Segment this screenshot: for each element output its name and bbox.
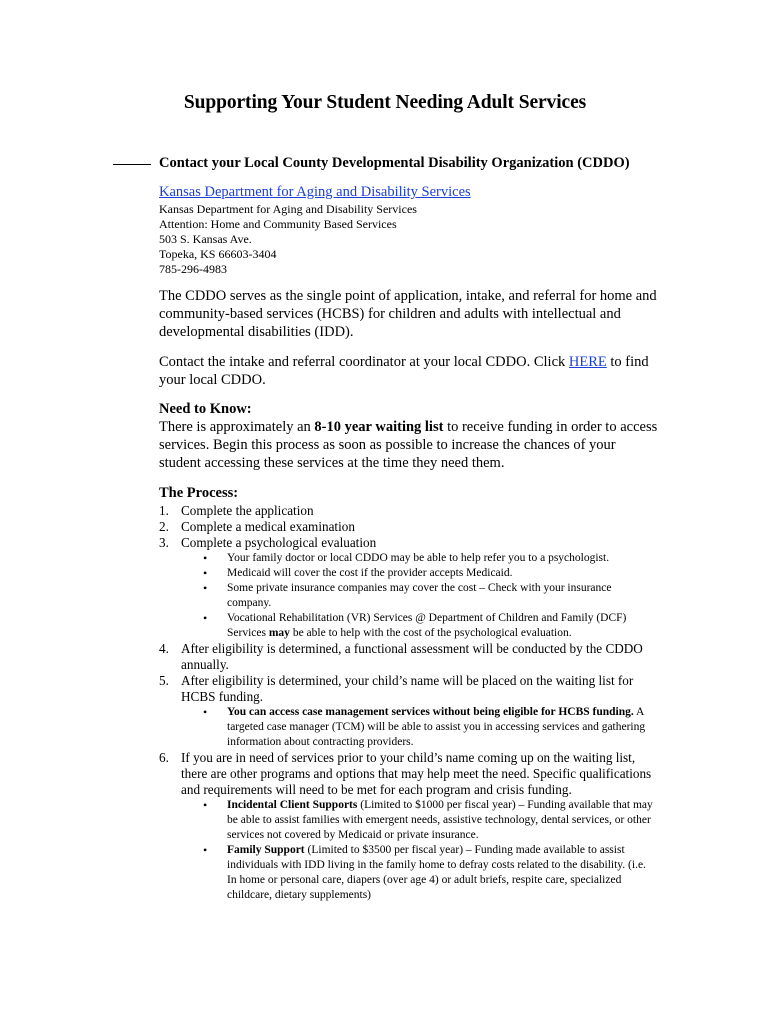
address-org: Kansas Department for Aging and Disability Services xyxy=(159,202,417,216)
cddo-heading: Contact your Local County Developmental Disability Organization (CDDO) xyxy=(159,155,630,171)
bullet-text: Medicaid will cover the cost if the provider accepts Medicaid. xyxy=(227,567,513,579)
contact-paragraph xyxy=(159,353,659,389)
list-item xyxy=(203,798,657,843)
need-to-know-heading: Need to Know: xyxy=(159,401,252,417)
need-to-know-before: There is approximately an xyxy=(159,419,315,435)
list-item xyxy=(159,519,659,535)
bullet-emphasis: Incidental Client Supports xyxy=(227,799,358,811)
contact-text-after: to find your local CDDO. xyxy=(159,354,649,388)
list-item xyxy=(159,503,659,519)
bullet-icon: • xyxy=(203,798,208,812)
bullet-icon: • xyxy=(203,566,208,580)
list-item xyxy=(203,843,657,903)
address-city: Topeka, KS 66603-3404 xyxy=(159,247,277,261)
address-attention: Attention: Home and Community Based Services xyxy=(159,217,397,231)
process-section xyxy=(159,484,659,903)
bullet-icon: • xyxy=(203,611,208,625)
bullet-icon: • xyxy=(203,581,208,595)
waiting-list-emphasis: 8-10 year waiting list xyxy=(314,419,444,435)
list-number: 4. xyxy=(159,641,169,656)
list-item xyxy=(203,705,657,750)
step-5-bullets xyxy=(181,705,657,750)
kdads-address xyxy=(159,182,659,277)
bullet-text: (Limited to $3500 per fiscal year) – Funding made available to assist individuals with IDD living in the family home to defray costs related to the disability. (i.e. In home or personal care, diapers (over age 4) or adult briefs, respite care, specialized childcare, dietary supplements) xyxy=(227,844,646,901)
list-item xyxy=(159,673,659,750)
bullet-icon: • xyxy=(203,551,208,565)
bullet-emphasis: You can access case management services without being eligible for HCBS funding. xyxy=(227,706,634,718)
step-5-text: After eligibility is determined, your child’s name will be placed on the waiting list for HCBS funding. xyxy=(181,673,634,704)
checklist-item-cddo xyxy=(113,152,630,172)
need-to-know-after: to receive funding in order to access services. Begin this process as soon as possible to increase the chances of your student accessing these services at the time they need them. xyxy=(159,419,658,471)
bullet-emphasis: may xyxy=(268,627,290,639)
bullet-emphasis: Family Support xyxy=(227,844,305,856)
list-number: 3. xyxy=(159,535,169,550)
intro-paragraph: The CDDO serves as the single point of application, intake, and referral for home and community-based services (HCBS) for children and adults with intellectual and developmental disabilities (IDD). xyxy=(159,288,657,340)
list-item xyxy=(159,641,659,673)
list-number: 5. xyxy=(159,673,169,688)
step-6-text: If you are in need of services prior to your child’s name coming up on the waiting list, there are other programs and options that may help meet the need. Specific qualifications and requirements will need to be met for each program and crisis funding. xyxy=(181,750,652,797)
list-item xyxy=(159,750,659,903)
kdads-link[interactable]: Kansas Department for Aging and Disability Services xyxy=(159,184,471,200)
address-phone: 785-296-4983 xyxy=(159,262,227,276)
address-street: 503 S. Kansas Ave. xyxy=(159,232,252,246)
page-title: Supporting Your Student Needing Adult Services xyxy=(183,92,587,113)
list-number: 2. xyxy=(159,519,169,534)
bullet-text: Your family doctor or local CDDO may be able to help refer you to a psychologist. xyxy=(227,552,610,564)
contact-text-before: Contact the intake and referral coordinator at your local CDDO. Click xyxy=(159,354,569,370)
bullet-text: A targeted case manager (TCM) will be able to assist you in accessing services and gathering information about contracting providers. xyxy=(227,706,646,748)
step-2-text: Complete a medical examination xyxy=(181,519,355,534)
step-3-text: Complete a psychological evaluation xyxy=(181,535,377,550)
step-3-bullets xyxy=(181,551,657,641)
list-item xyxy=(159,535,659,641)
process-heading: The Process: xyxy=(159,485,239,501)
list-number: 1. xyxy=(159,503,169,518)
step-4-text: After eligibility is determined, a functional assessment will be conducted by the CDDO annually. xyxy=(181,641,643,672)
bullet-icon: • xyxy=(203,843,208,857)
bullet-text: Some private insurance companies may cover the cost – Check with your insurance company. xyxy=(227,582,612,609)
step-1-text: Complete the application xyxy=(181,503,314,518)
find-cddo-link[interactable]: HERE xyxy=(568,354,607,370)
need-to-know-text xyxy=(159,418,659,472)
checklist-blank xyxy=(113,152,151,165)
list-item xyxy=(203,566,657,581)
need-to-know-section xyxy=(159,400,659,472)
process-list xyxy=(159,503,659,903)
bullet-text: (Limited to $1000 per fiscal year) – Funding available that may be able to assist families with emergent needs, assistive technology, dental services, or other services not covered by Medicaid or private insurance. xyxy=(227,799,653,841)
list-number: 6. xyxy=(159,750,169,765)
list-item xyxy=(203,611,657,641)
list-item xyxy=(203,581,657,611)
list-item xyxy=(203,551,657,566)
step-6-bullets xyxy=(181,798,657,903)
bullet-icon: • xyxy=(203,705,208,719)
bullet-text: Vocational Rehabilitation (VR) Services @ Department of Children and Family (DCF) Services xyxy=(227,612,627,639)
bullet-text: be able to help with the cost of the psychological evaluation. xyxy=(289,627,572,639)
